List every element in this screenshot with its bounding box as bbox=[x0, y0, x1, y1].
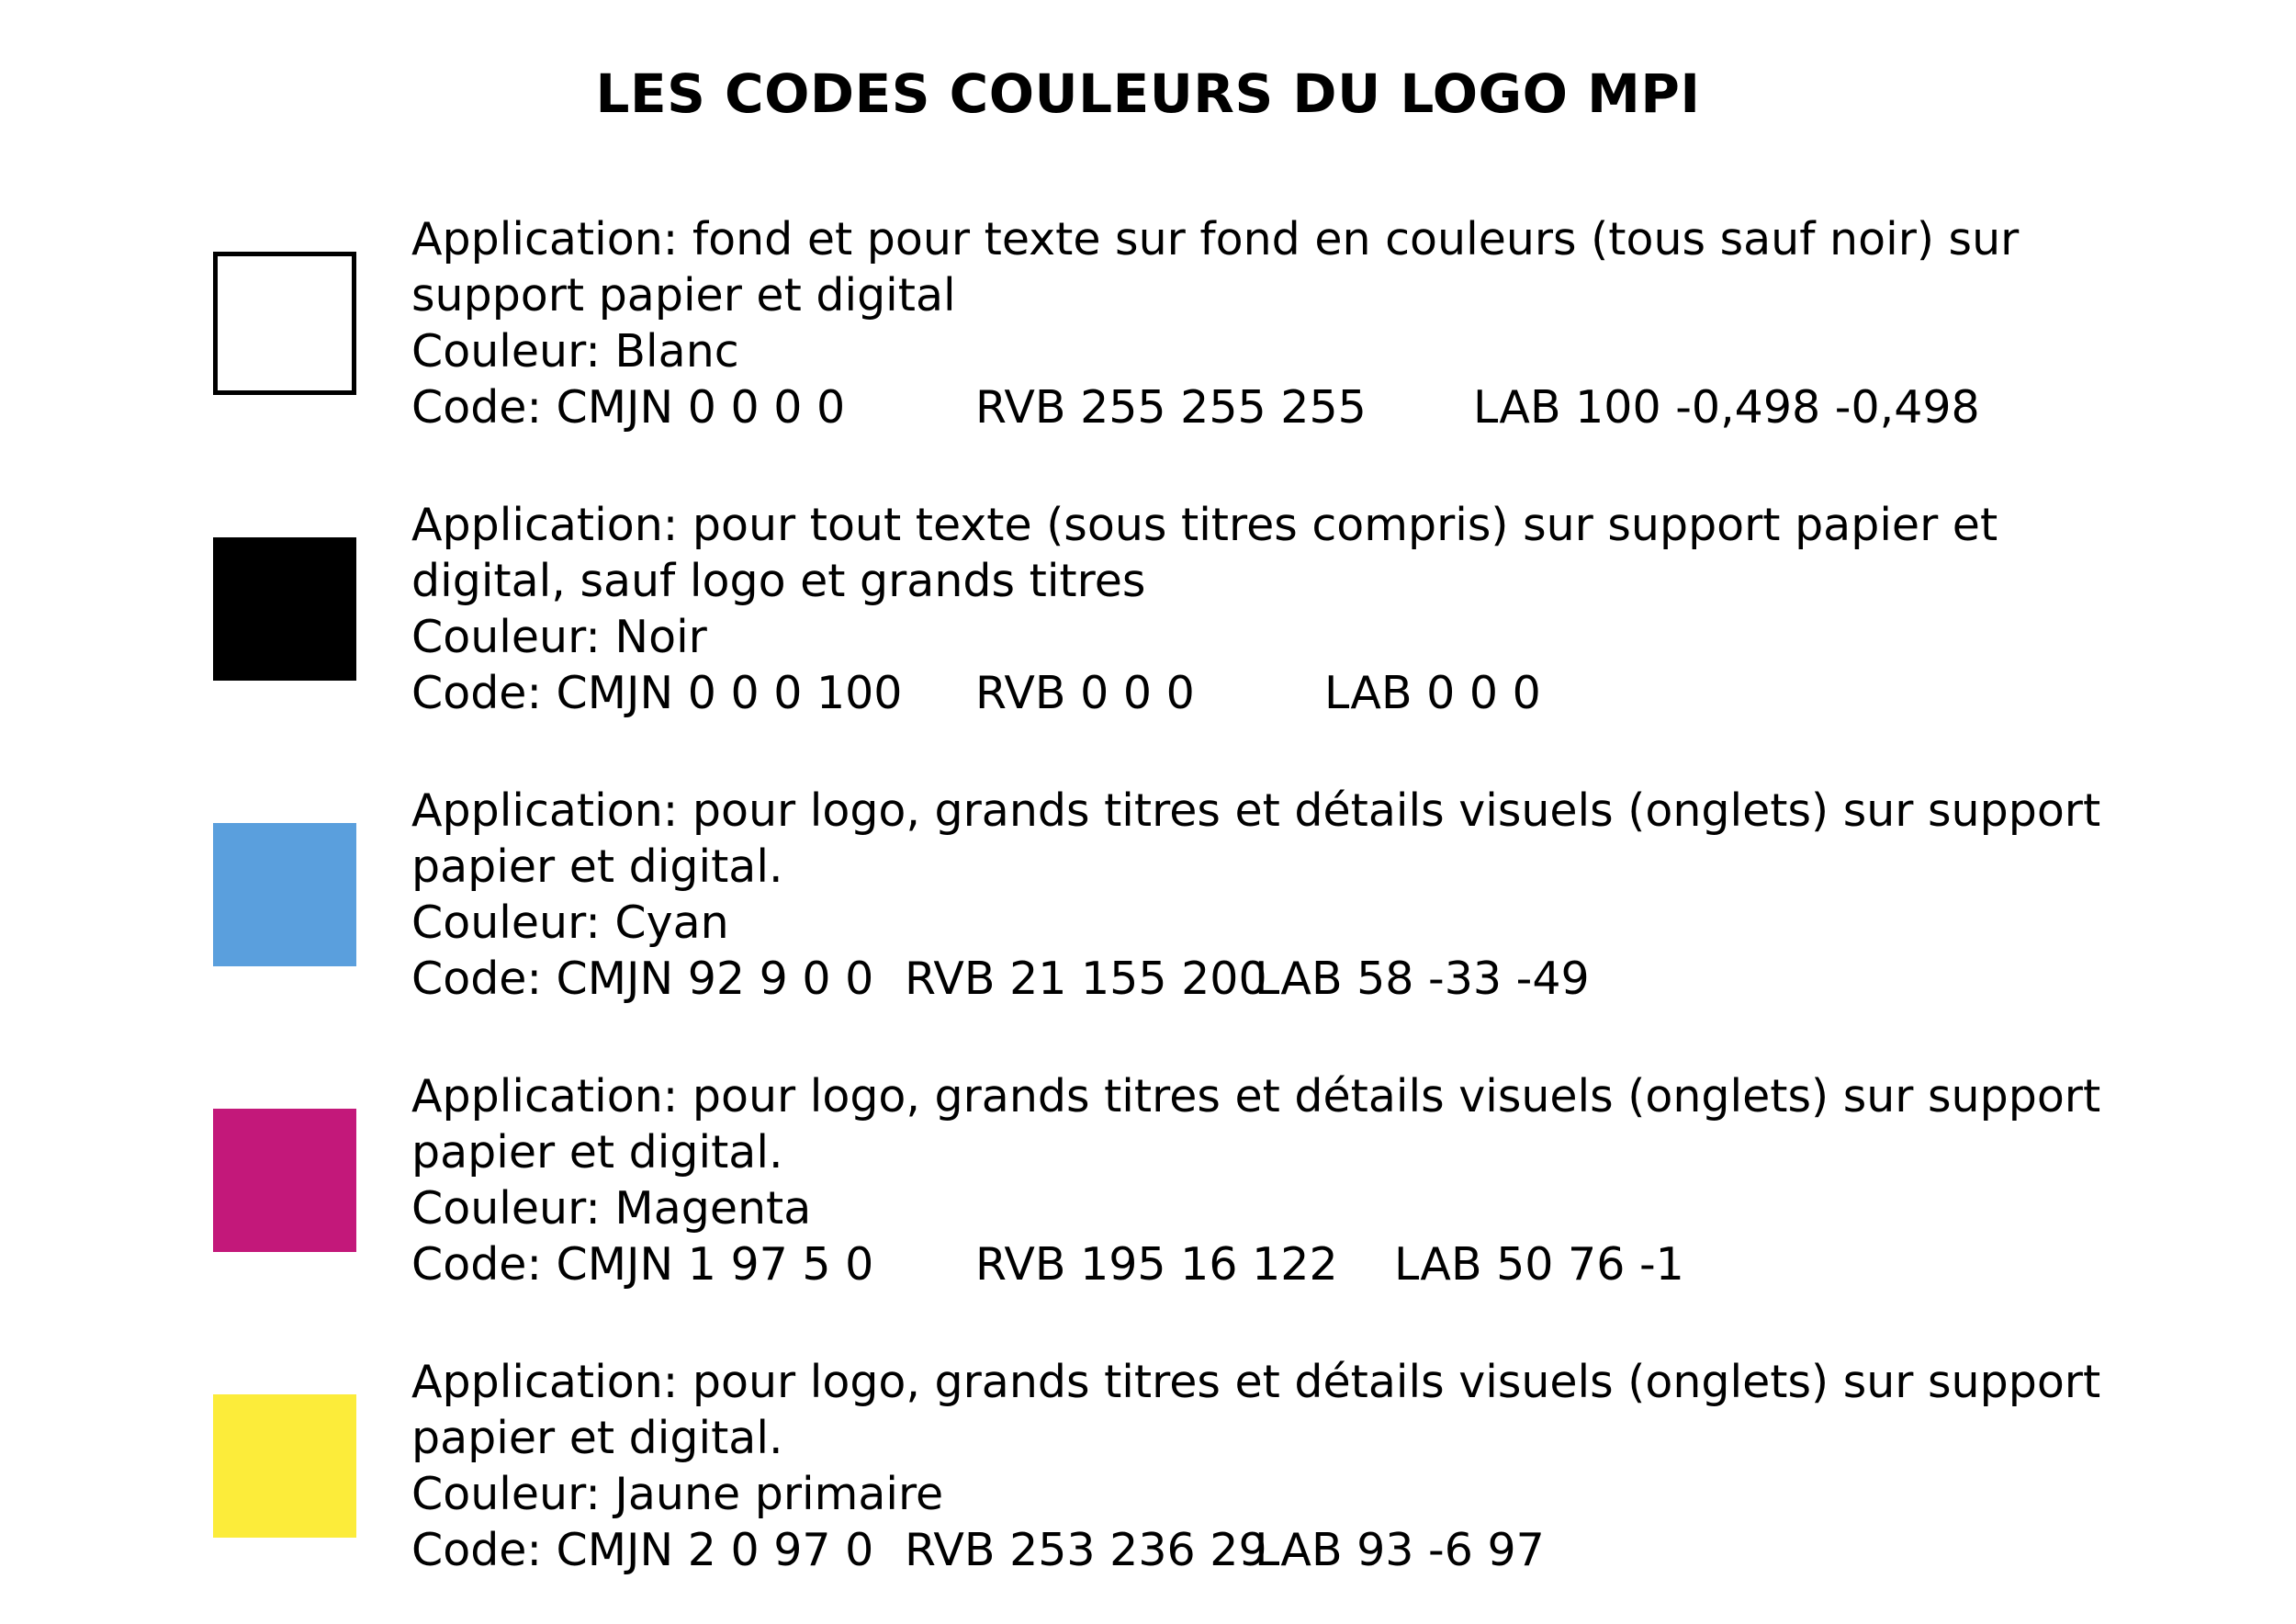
application-line: support papier et digital bbox=[411, 269, 956, 321]
color-description bbox=[411, 497, 2083, 721]
color-swatch-magenta bbox=[213, 1109, 356, 1252]
code-lab: LAB 58 -33 -49 bbox=[1255, 953, 1590, 1005]
color-swatch-jaune bbox=[213, 1394, 356, 1538]
color-entry-noir bbox=[0, 497, 2296, 736]
application-line: papier et digital. bbox=[411, 840, 783, 893]
couleur-label: Couleur: Jaune primaire bbox=[411, 1468, 944, 1520]
couleur-label: Couleur: Magenta bbox=[411, 1182, 812, 1235]
color-entry-blanc bbox=[0, 211, 2296, 450]
code-line bbox=[411, 951, 2083, 1007]
color-swatch-cyan bbox=[213, 823, 356, 966]
code-line bbox=[411, 1236, 2083, 1292]
color-entry-cyan bbox=[0, 783, 2296, 1021]
color-entry-jaune bbox=[0, 1354, 2296, 1593]
color-swatch-noir bbox=[213, 537, 356, 681]
code-cmjn: Code: CMJN 1 97 5 0 bbox=[411, 1238, 874, 1291]
code-rvb: RVB 255 255 255 bbox=[975, 381, 1367, 434]
code-lab: LAB 50 76 -1 bbox=[1394, 1238, 1684, 1291]
color-description bbox=[411, 211, 2083, 435]
color-description bbox=[411, 1354, 2101, 1578]
application-line: Application: fond et pour texte sur fond en couleurs (tous sauf noir) sur bbox=[411, 213, 2020, 265]
application-line: papier et digital. bbox=[411, 1412, 783, 1464]
code-cmjn: Code: CMJN 0 0 0 0 bbox=[411, 381, 846, 434]
code-rvb: RVB 21 155 200 bbox=[905, 953, 1267, 1005]
code-line bbox=[411, 665, 2083, 721]
code-lab: LAB 0 0 0 bbox=[1324, 667, 1541, 719]
application-line: digital, sauf logo et grands titres bbox=[411, 555, 1146, 607]
code-line bbox=[411, 1522, 2083, 1578]
code-lab: LAB 100 -0,498 -0,498 bbox=[1473, 381, 1980, 434]
couleur-label: Couleur: Noir bbox=[411, 611, 707, 663]
application-line: papier et digital. bbox=[411, 1126, 783, 1179]
couleur-label: Couleur: Cyan bbox=[411, 897, 729, 949]
code-line bbox=[411, 379, 2083, 435]
application-line: Application: pour logo, grands titres et détails visuels (onglets) sur support bbox=[411, 784, 2101, 837]
color-swatch-blanc bbox=[213, 252, 356, 395]
application-line: Application: pour tout texte (sous titres compris) sur support papier et bbox=[411, 499, 1998, 551]
color-description bbox=[411, 1068, 2101, 1292]
couleur-label: Couleur: Blanc bbox=[411, 325, 739, 378]
code-lab: LAB 93 -6 97 bbox=[1255, 1524, 1545, 1576]
application-line: Application: pour logo, grands titres et détails visuels (onglets) sur support bbox=[411, 1070, 2101, 1122]
code-rvb: RVB 195 16 122 bbox=[975, 1238, 1338, 1291]
code-rvb: RVB 0 0 0 bbox=[975, 667, 1195, 719]
page-title: LES CODES COULEURS DU LOGO MPI bbox=[595, 62, 1701, 125]
code-cmjn: Code: CMJN 92 9 0 0 bbox=[411, 953, 874, 1005]
code-cmjn: Code: CMJN 2 0 97 0 bbox=[411, 1524, 874, 1576]
application-line: Application: pour logo, grands titres et détails visuels (onglets) sur support bbox=[411, 1356, 2101, 1408]
color-description bbox=[411, 783, 2101, 1007]
code-rvb: RVB 253 236 29 bbox=[905, 1524, 1267, 1576]
code-cmjn: Code: CMJN 0 0 0 100 bbox=[411, 667, 903, 719]
color-entry-magenta bbox=[0, 1068, 2296, 1307]
